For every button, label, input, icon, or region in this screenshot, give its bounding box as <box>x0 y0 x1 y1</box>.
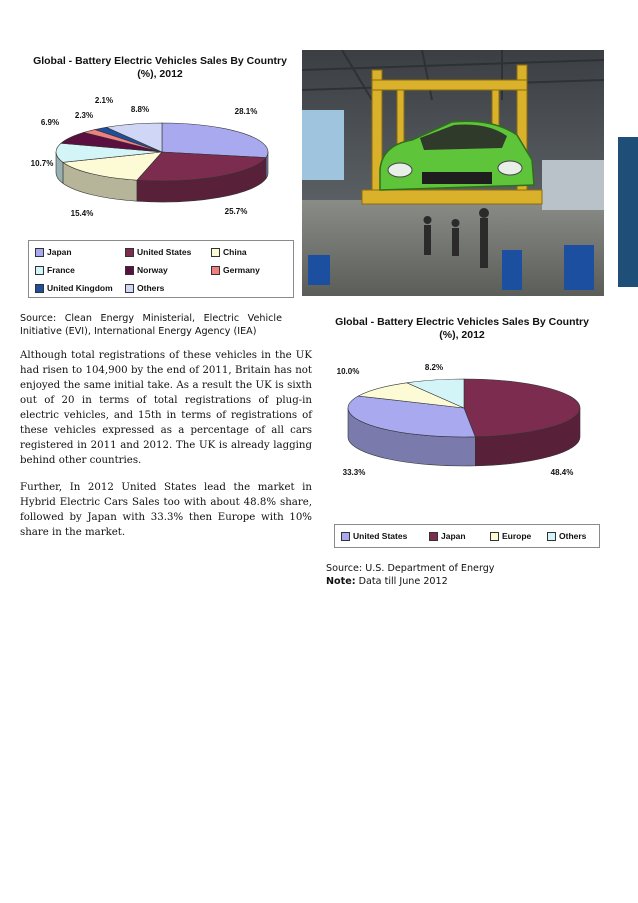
chart2-source <box>326 562 606 588</box>
chart1-legend-norway <box>125 265 168 275</box>
legend-swatch <box>125 248 134 257</box>
chart1-legend-japan <box>35 247 72 257</box>
legend-swatch <box>490 532 499 541</box>
chart1-legend-united-kingdom <box>35 283 113 293</box>
body-text <box>20 348 312 540</box>
pie-data-label: 10.7% <box>30 159 54 168</box>
chart1-source: Source: Clean Energy Ministerial, Electric Vehicle Initiative (EVI), International Energy Agency (IEA) <box>20 313 282 337</box>
pie-data-label: 2.1% <box>94 96 114 105</box>
chart1-legend-united-states <box>125 247 191 257</box>
chart1-legend-china <box>211 247 247 257</box>
legend-label: United States <box>353 531 408 541</box>
chart2-legend-japan <box>429 531 466 541</box>
legend-label: China <box>223 247 247 257</box>
pie-data-label: 28.1% <box>234 107 258 116</box>
chart2-legend-others <box>547 531 586 541</box>
legend-label: Others <box>559 531 587 541</box>
legend-swatch <box>211 248 220 257</box>
note-label: Note: <box>326 576 356 587</box>
legend-swatch <box>429 532 438 541</box>
legend-label: Norway <box>137 265 168 275</box>
legend-label: Europe <box>502 531 532 541</box>
legend-label: United Kingdom <box>47 283 113 293</box>
legend-label: Others <box>137 283 165 293</box>
chart2-title-line1: Global - Battery Electric Vehicles Sales By Country <box>335 316 589 328</box>
note-text: Data till June 2012 <box>355 576 448 587</box>
legend-label: France <box>47 265 75 275</box>
pie-data-label: 33.3% <box>342 468 366 477</box>
paragraph-2: Further, In 2012 United States lead the market in Hybrid Electric Cars Sales too with about 48.8% share, followed by Japan with 33.3% then Europe with 10% share in the market. <box>20 482 312 538</box>
legend-swatch <box>125 266 134 275</box>
chart2-title-line2: (%), 2012 <box>439 329 485 341</box>
chart2-legend-europe <box>490 531 531 541</box>
chart1-pie <box>20 90 290 230</box>
car-assembly-line-image <box>302 50 604 296</box>
chart2-source-line: Source: U.S. Department of Energy <box>326 563 495 574</box>
pie-data-label: 48.4% <box>550 468 574 477</box>
pie-data-label: 2.3% <box>74 111 94 120</box>
chart1-title <box>20 55 300 81</box>
chart2-legend-united-states <box>341 531 407 541</box>
chart1-legend-france <box>35 265 75 275</box>
legend-swatch <box>211 266 220 275</box>
pie-data-label: 8.2% <box>424 363 444 372</box>
legend-label: Japan <box>441 531 466 541</box>
chart2-title <box>322 316 602 342</box>
legend-swatch <box>35 248 44 257</box>
chart1-title-line1: Global - Battery Electric Vehicles Sales By Country <box>33 55 287 67</box>
legend-swatch <box>35 284 44 293</box>
pie-data-label: 6.9% <box>40 118 60 127</box>
paragraph-1: Although total registrations of these vehicles in the UK had risen to 104,900 by the end of 2011, Britain has not enjoyed the same initial take. As a result the UK is sixth out of 20 in terms of total registrations of plug-in electric vehicles, and 15th in terms of registrations of these vehicles expressed as a percentage of all cars registered in 2011 and 2012. The UK is already lagging behind other countries. <box>20 350 312 466</box>
legend-label: United States <box>137 247 192 257</box>
pie-data-label: 25.7% <box>224 207 248 216</box>
chart1-legend-others <box>125 283 164 293</box>
factory-photo <box>302 50 604 296</box>
chart2-legend <box>334 524 600 548</box>
side-tab-accent <box>618 137 638 287</box>
chart2-note <box>326 575 606 588</box>
chart1-legend-germany <box>211 265 260 275</box>
pie-data-label: 10.0% <box>336 367 360 376</box>
legend-swatch <box>547 532 556 541</box>
legend-label: Germany <box>223 265 260 275</box>
pie-slice-japan <box>162 123 268 158</box>
legend-swatch <box>35 266 44 275</box>
pie-data-label: 15.4% <box>70 209 94 218</box>
chart1-title-line2: (%), 2012 <box>137 68 183 80</box>
legend-swatch <box>125 284 134 293</box>
chart2-pie <box>326 358 600 482</box>
pie-data-label: 8.8% <box>130 105 150 114</box>
legend-label: Japan <box>47 247 72 257</box>
legend-swatch <box>341 532 350 541</box>
chart1-legend <box>28 240 294 298</box>
